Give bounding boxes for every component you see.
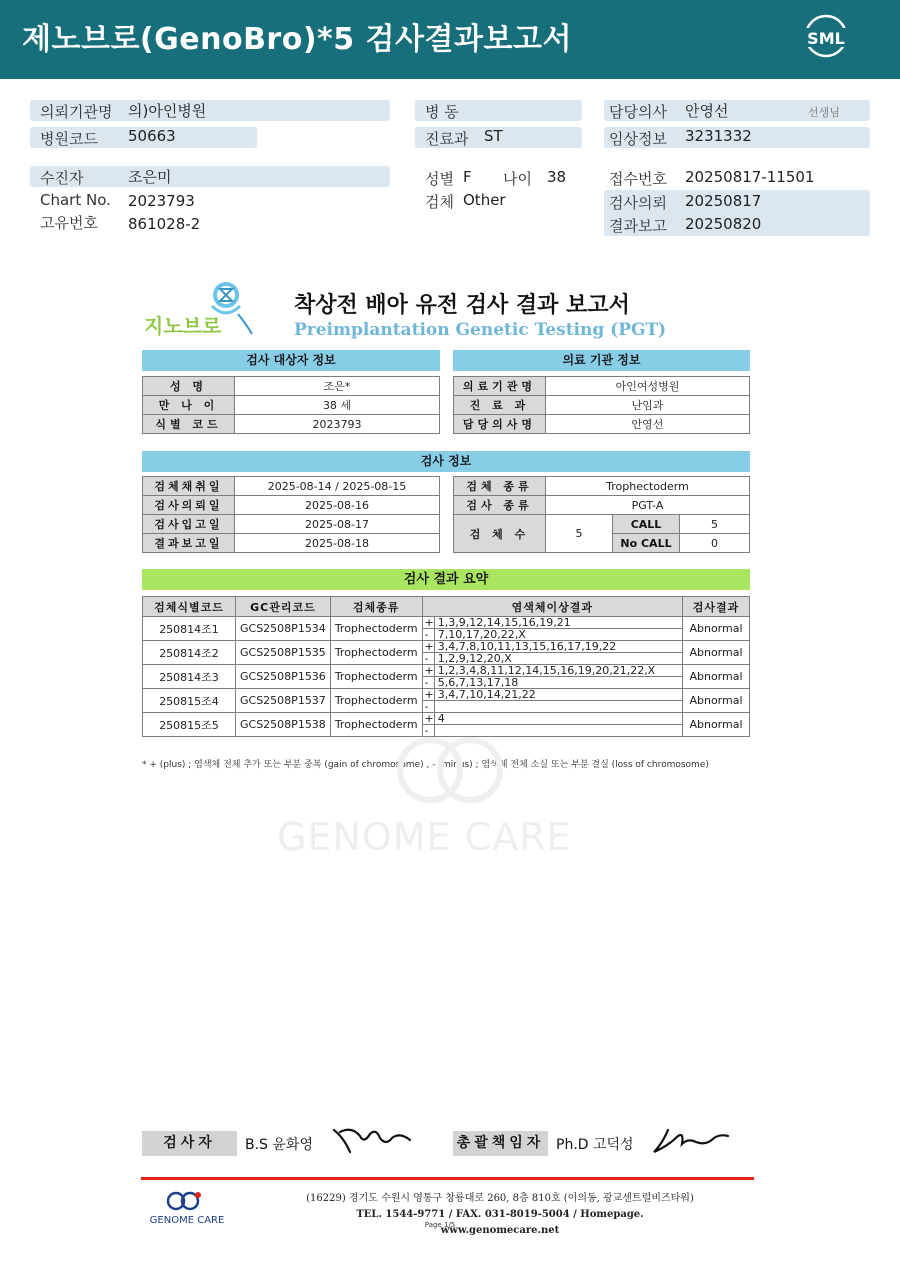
table-row [454,496,750,515]
receipt-no-label: 접수번호 [609,170,667,188]
table-row [454,377,750,396]
call-value: 5 [680,515,750,534]
sml-logo [803,13,849,63]
col-gc-code: GC관리코드 [236,597,331,617]
doctor-value: 안영선 [685,102,729,120]
test-result: Abnormal [683,641,750,665]
report-date-value: 20250820 [685,215,762,233]
gain-chromosomes: 4 [434,713,682,725]
loss-chromosomes: 7,10,17,20,22,X [434,629,682,641]
sample-id: 250814조3 [143,665,236,689]
col-specimen-type: 검체종류 [330,597,422,617]
minus-sign: - [422,701,434,713]
genomecare-logo [142,1189,232,1227]
chart-no-label: Chart No. [40,191,111,209]
hospital-code-value: 50663 [128,127,176,145]
plus-sign: + [422,665,434,677]
result-footnote: * + (plus) ; 염색체 전체 추가 또는 부분 중복 (gain of chromosome) , - (minus) ; 염색체 전체 소실 또는 부분 결실 (loss of chromosome) [142,760,709,770]
result-summary-header: 검사 결과 요약 [142,569,750,590]
subject-info-header: 검사 대상자 정보 [142,350,440,371]
specimen-type: Trophectoderm [330,689,422,713]
sample-count-label: 검 체 수 [454,515,546,553]
manager-label: 총괄책임자 [453,1131,548,1156]
nocall-label: No CALL [613,534,680,553]
result-date-label: 결과보고일 [143,534,235,553]
hospital-value: 의)아인병원 [128,102,207,120]
dept-value: ST [484,127,503,145]
watermark-text: GENOME CARE [277,815,572,859]
subject-id-label: 식별 코드 [143,415,235,434]
request-date-value: 20250817 [685,192,762,210]
table-row [143,713,750,725]
table-row [143,415,440,434]
sample-count-value: 5 [546,515,613,553]
table-row [143,515,440,534]
table-row [143,689,750,701]
table-row [454,415,750,434]
collection-date-label: 검체채취일 [143,477,235,496]
test-result: Abnormal [683,689,750,713]
gc-code: GCS2508P1537 [236,689,331,713]
gc-code: GCS2508P1534 [236,617,331,641]
request-date-label: 검사의뢰 [609,194,667,212]
institution-doctor-label: 담당의사명 [454,415,546,434]
nocall-value: 0 [680,534,750,553]
subject-id-value: 2023793 [235,415,440,434]
doctor-suffix: 선생님 [808,106,840,119]
minus-sign: - [422,653,434,665]
unique-no-value: 861028-2 [128,215,201,233]
sml-logo-text: SML [807,29,845,48]
request-date-label-2: 검사의뢰일 [143,496,235,515]
chart-no-value: 2023793 [128,192,195,210]
plus-sign: + [422,689,434,701]
sex-value: F [463,168,472,186]
loss-chromosomes [434,701,682,713]
specimen-type: Trophectoderm [330,641,422,665]
subject-name-value: 조은* [235,377,440,396]
loss-chromosomes: 1,2,9,12,20,X [434,653,682,665]
institution-dept-value: 난임과 [546,396,750,415]
loss-chromosomes: 5,6,7,13,17,18 [434,677,682,689]
gc-code: GCS2508P1538 [236,713,331,737]
age-label: 나이 [503,170,532,188]
age-value: 38 [547,168,567,186]
specimen-type: Trophectoderm [330,665,422,689]
genobro-logo [142,280,254,340]
minus-sign: - [422,725,434,737]
test-info-header: 검사 정보 [142,451,750,472]
result-date-value: 2025-08-18 [235,534,440,553]
footer-divider [141,1177,754,1180]
gc-code: GCS2508P1535 [236,641,331,665]
institution-dept-label: 진 료 과 [454,396,546,415]
specimen-type: Trophectoderm [330,617,422,641]
subject-age-value: 38 세 [235,396,440,415]
specimen-type: Trophectoderm [330,713,422,737]
result-summary-table [142,596,750,737]
company-contact: TEL. 1544-9771 / FAX. 031-8019-5004 / Homepage. www.genomecare.net [356,1209,644,1236]
test-type-value: PGT-A [546,496,750,515]
institution-doctor-value: 안영선 [546,415,750,434]
col-test-result: 검사결과 [683,597,750,617]
table-row [143,617,750,629]
subject-info-table [142,376,440,434]
intake-date-value: 2025-08-17 [235,515,440,534]
institution-name-label: 의료기관명 [454,377,546,396]
subject-name-label: 성 명 [143,377,235,396]
table-header-row [143,597,750,617]
gain-chromosomes: 1,2,3,4,8,11,12,14,15,16,19,20,21,22,X [434,665,682,677]
receipt-no-value: 20250817-11501 [685,168,815,186]
institution-name-value: 아인여성병원 [546,377,750,396]
test-result: Abnormal [683,617,750,641]
test-result: Abnormal [683,713,750,737]
clinical-info-value: 3231332 [685,127,752,145]
unique-no-label: 고유번호 [40,214,98,232]
patient-name-value: 조은미 [128,168,172,186]
tester-label: 검사자 [142,1131,237,1156]
page-title: 제노브로(GenoBro)*5 검사결과보고서 [22,22,572,57]
sample-id: 250815조5 [143,713,236,737]
report-title: 착상전 배아 유전 검사 결과 보고서 [294,293,630,318]
minus-sign: - [422,629,434,641]
genomecare-logo-text: GENOME CARE [149,1215,225,1226]
test-type-label: 검사 종류 [454,496,546,515]
test-type-table [453,476,750,553]
report-date-label: 결과보고 [609,217,667,235]
test-dates-table [142,476,440,553]
table-row [454,396,750,415]
plus-sign: + [422,617,434,629]
clinical-info-label: 임상정보 [609,130,667,148]
doctor-label: 담당의사 [609,103,667,121]
ward-label: 병 동 [425,103,459,121]
institution-info-header: 의료 기관 정보 [453,350,750,371]
table-row [143,377,440,396]
specimen-value: Other [463,191,506,209]
call-label: CALL [613,515,680,534]
minus-sign: - [422,677,434,689]
page-number: Page 1/5 [424,1221,456,1229]
footer-address-block [300,1191,700,1239]
gain-chromosomes: 1,3,9,12,14,15,16,19,21 [434,617,682,629]
specimen-type-label: 검체 종류 [454,477,546,496]
plus-sign: + [422,641,434,653]
tester-name: B.S 윤화영 [245,1137,313,1153]
name-row-bg [30,166,390,187]
request-date-value-2: 2025-08-16 [235,496,440,515]
intake-date-label: 검사입고일 [143,515,235,534]
manager-name: Ph.D 고덕성 [556,1137,634,1153]
specimen-type-value: Trophectoderm [546,477,750,496]
table-row [454,477,750,496]
table-row [143,534,440,553]
sex-label: 성별 [425,170,454,188]
specimen-label: 검체 [425,193,454,211]
gc-code: GCS2508P1536 [236,665,331,689]
hospital-label: 의뢰기관명 [40,103,113,121]
collection-date-value: 2025-08-14 / 2025-08-15 [235,477,440,496]
subject-age-label: 만 나 이 [143,396,235,415]
table-row [143,496,440,515]
col-chromosome-result: 염색체이상결과 [422,597,682,617]
col-sample-id: 검체식별코드 [143,597,236,617]
sample-id: 250814조1 [143,617,236,641]
company-address: (16229) 경기도 수원시 영통구 창룡대로 260, 8층 810호 (이의동, 광교센트럴비즈타워) [306,1193,694,1204]
gain-chromosomes: 3,4,7,8,10,11,13,15,16,17,19,22 [434,641,682,653]
sample-id: 250815조4 [143,689,236,713]
table-row [454,515,750,534]
plus-sign: + [422,713,434,725]
hospital-code-label: 병원코드 [40,130,98,148]
tester-signature [330,1124,415,1158]
table-row [143,477,440,496]
gain-chromosomes: 3,4,7,10,14,21,22 [434,689,682,701]
genobro-logo-text: 지노브로 [144,314,222,338]
sample-id: 250814조2 [143,641,236,665]
table-row [143,641,750,653]
patient-name-label: 수진자 [40,169,84,187]
report-subtitle: Preimplantation Genetic Testing (PGT) [294,320,667,340]
institution-info-table [453,376,750,434]
watermark-logo [385,730,515,810]
manager-signature [648,1124,733,1158]
test-result: Abnormal [683,665,750,689]
table-row [143,665,750,677]
table-row [143,396,440,415]
dept-label: 진료과 [425,130,469,148]
